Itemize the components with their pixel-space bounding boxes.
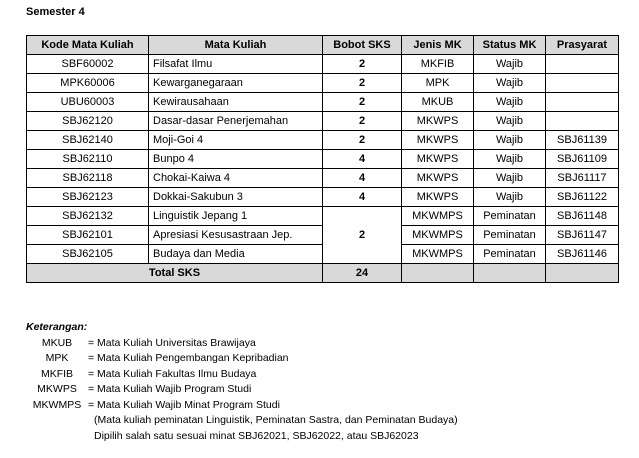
header-kode: Kode Mata Kuliah: [27, 36, 149, 55]
cell-prasyarat: [546, 112, 619, 131]
cell-jenis: MKWPS: [402, 112, 474, 131]
cell-jenis: MKWPS: [402, 150, 474, 169]
cell-jenis: MKWPS: [402, 131, 474, 150]
cell-kode: MPK60006: [27, 74, 149, 93]
cell-status: Wajib: [474, 93, 546, 112]
cell-prasyarat: SBJ61146: [546, 245, 619, 264]
cell-sks: 4: [323, 169, 402, 188]
table-row: [27, 131, 619, 150]
cell-status: Wajib: [474, 55, 546, 74]
table-row: [27, 74, 619, 93]
cell-status: Wajib: [474, 188, 546, 207]
total-empty-cell: [402, 264, 474, 283]
cell-sks: 2: [323, 55, 402, 74]
course-table: [26, 35, 619, 283]
cell-prasyarat: SBJ61139: [546, 131, 619, 150]
cell-sks: 4: [323, 188, 402, 207]
cell-prasyarat: [546, 55, 619, 74]
legend-item: [26, 382, 458, 398]
table-row: [27, 93, 619, 112]
table-row: [27, 169, 619, 188]
cell-mata-kuliah: Budaya dan Media: [149, 245, 323, 264]
cell-sks: 2: [323, 131, 402, 150]
cell-jenis: MPK: [402, 74, 474, 93]
cell-status: Wajib: [474, 112, 546, 131]
cell-jenis: MKWMPS: [402, 207, 474, 226]
cell-mata-kuliah: Kewarganegaraan: [149, 74, 323, 93]
cell-status: Peminatan: [474, 226, 546, 245]
cell-kode: SBJ62110: [27, 150, 149, 169]
table-header-row: [27, 36, 619, 55]
cell-mata-kuliah: Dasar-dasar Penerjemahan: [149, 112, 323, 131]
cell-jenis: MKWPS: [402, 169, 474, 188]
header-status-mk: Status MK: [474, 36, 546, 55]
cell-jenis: MKWMPS: [402, 245, 474, 264]
legend-note: (Mata kuliah peminatan Linguistik, Peminatan Sastra, dan Peminatan Budaya): [94, 414, 458, 426]
cell-jenis: MKWMPS: [402, 226, 474, 245]
cell-kode: SBJ62140: [27, 131, 149, 150]
cell-status: Wajib: [474, 150, 546, 169]
table-row: [27, 150, 619, 169]
header-bobot-sks: Bobot SKS: [323, 36, 402, 55]
legend-abbr: MKWPS: [37, 383, 77, 395]
total-label: Total SKS: [27, 264, 323, 283]
cell-jenis: MKUB: [402, 93, 474, 112]
legend-item: [26, 367, 458, 383]
cell-mata-kuliah: Filsafat Ilmu: [149, 55, 323, 74]
cell-mata-kuliah: Dokkai-Sakubun 3: [149, 188, 323, 207]
cell-kode: UBU60003: [27, 93, 149, 112]
cell-kode: SBJ62118: [27, 169, 149, 188]
legend: [26, 320, 458, 444]
cell-sks: 4: [323, 150, 402, 169]
cell-sks: 2: [323, 93, 402, 112]
legend-abbr: MPK: [45, 352, 69, 364]
cell-status: Wajib: [474, 131, 546, 150]
total-empty-cell: [546, 264, 619, 283]
legend-note: Dipilih salah satu sesuai minat SBJ62021, SBJ62022, atau SBJ62023: [94, 429, 419, 442]
cell-sks: 2: [323, 112, 402, 131]
table-row: [27, 207, 619, 226]
cell-prasyarat: SBJ61117: [546, 169, 619, 188]
header-prasyarat: Prasyarat: [546, 36, 619, 55]
cell-mata-kuliah: Chokai-Kaiwa 4: [149, 169, 323, 188]
cell-jenis: MKWPS: [402, 188, 474, 207]
cell-kode: SBJ62101: [27, 226, 149, 245]
cell-status: Peminatan: [474, 245, 546, 264]
header-jenis-mk: Jenis MK: [402, 36, 474, 55]
cell-mata-kuliah: Linguistik Jepang 1: [149, 207, 323, 226]
cell-status: Wajib: [474, 169, 546, 188]
cell-prasyarat: SBJ61147: [546, 226, 619, 245]
cell-kode: SBF60002: [27, 55, 149, 74]
cell-mata-kuliah: Apresiasi Kesusastraan Jep.: [149, 226, 323, 245]
cell-sks-merged: 2: [323, 207, 402, 264]
legend-abbr: MKUB: [41, 336, 73, 349]
cell-prasyarat: SBJ61148: [546, 207, 619, 226]
cell-status: Peminatan: [474, 207, 546, 226]
cell-kode: SBJ62105: [27, 245, 149, 264]
legend-desc: = Mata Kuliah Universitas Brawijaya: [88, 336, 256, 349]
cell-kode: SBJ62123: [27, 188, 149, 207]
header-mata-kuliah: Mata Kuliah: [149, 36, 323, 55]
cell-status: Wajib: [474, 74, 546, 93]
table-row: [27, 188, 619, 207]
legend-item: [26, 351, 458, 367]
legend-item: [26, 336, 458, 352]
cell-prasyarat: SBJ61122: [546, 188, 619, 207]
legend-desc: = Mata Kuliah Wajib Minat Program Studi: [88, 398, 280, 411]
legend-abbr: MKFIB: [40, 367, 74, 380]
cell-prasyarat: SBJ61109: [546, 150, 619, 169]
total-empty-cell: [474, 264, 546, 283]
legend-heading: Keterangan:: [26, 321, 88, 333]
cell-kode: SBJ62120: [27, 112, 149, 131]
total-value: 24: [323, 264, 402, 283]
legend-desc: = Mata Kuliah Pengembangan Kepribadian: [88, 352, 289, 364]
cell-mata-kuliah: Moji-Goi 4: [149, 131, 323, 150]
cell-jenis: MKFIB: [402, 55, 474, 74]
cell-mata-kuliah: Bunpo 4: [149, 150, 323, 169]
legend-abbr: MKWMPS: [32, 398, 82, 411]
cell-prasyarat: [546, 93, 619, 112]
cell-kode: SBJ62132: [27, 207, 149, 226]
page-title: Semester 4: [26, 6, 85, 18]
cell-sks: 2: [323, 74, 402, 93]
table-row: [27, 55, 619, 74]
table-row: [27, 112, 619, 131]
legend-desc: = Mata Kuliah Wajib Program Studi: [88, 383, 252, 395]
legend-item: [26, 398, 458, 414]
cell-prasyarat: [546, 74, 619, 93]
total-row: [27, 264, 619, 283]
legend-desc: = Mata Kuliah Fakultas Ilmu Budaya: [88, 367, 257, 380]
cell-mata-kuliah: Kewirausahaan: [149, 93, 323, 112]
